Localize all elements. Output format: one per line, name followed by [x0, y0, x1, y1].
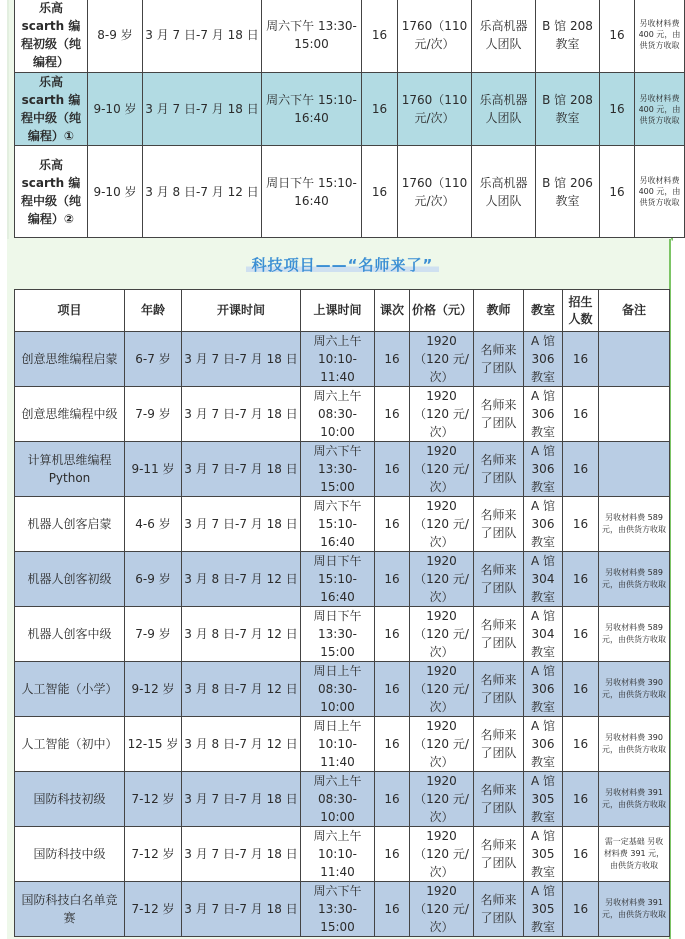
time-cell: 周六下午 13:30-15:00 [301, 882, 375, 937]
teacher-cell: 名师来了团队 [474, 442, 524, 497]
price-cell: 1760（110 元/次） [398, 146, 472, 238]
quota-cell: 16 [563, 387, 599, 442]
note-cell [599, 387, 670, 442]
table-row [15, 772, 670, 827]
quota-cell: 16 [563, 332, 599, 387]
period-cell: 3 月 8 日-7 月 12 日 [182, 552, 301, 607]
quota-cell: 16 [563, 772, 599, 827]
project-cell: 计算机思维编程 Python [15, 442, 125, 497]
section-title [0, 254, 685, 275]
sessions-cell: 16 [375, 607, 410, 662]
note-cell: 另收材料费 390 元，由供货方收取 [599, 662, 670, 717]
age-cell: 9-12 岁 [125, 662, 182, 717]
section-title-text: 科技项目——“名师来了” [246, 256, 440, 274]
room-cell: A 馆 305 教室 [524, 772, 563, 827]
note-cell: 另收材料费 391 元，由供货方收取 [599, 882, 670, 937]
header-sessions: 课次 [375, 290, 410, 332]
room-cell: A 馆 306 教室 [524, 662, 563, 717]
table-row [15, 607, 670, 662]
note-cell: 另收材料费 589 元，由供货方收取 [599, 497, 670, 552]
note-cell: 另收材料费 400 元，由供货方收取 [635, 146, 685, 238]
teacher-cell: 名师来了团队 [474, 717, 524, 772]
room-cell: A 馆 306 教室 [524, 497, 563, 552]
teacher-cell: 名师来了团队 [474, 497, 524, 552]
period-cell: 3 月 7 日-7 月 18 日 [182, 387, 301, 442]
price-cell: 1920（120 元/次） [410, 387, 474, 442]
header-teacher: 教师 [474, 290, 524, 332]
room-cell: A 馆 304 教室 [524, 552, 563, 607]
room-cell: A 馆 306 教室 [524, 442, 563, 497]
project-cell: 创意思维编程启蒙 [15, 332, 125, 387]
age-cell: 7-9 岁 [125, 607, 182, 662]
sessions-cell: 16 [362, 0, 398, 73]
period-cell: 3 月 7 日-7 月 18 日 [143, 73, 262, 146]
note-cell: 需一定基础 另收材料费 391 元，由供货方收取 [599, 827, 670, 882]
sessions-cell: 16 [375, 552, 410, 607]
age-cell: 9-10 岁 [88, 73, 143, 146]
quota-cell: 16 [600, 0, 635, 73]
time-cell: 周六下午 13:30-15:00 [262, 0, 362, 73]
period-cell: 3 月 8 日-7 月 12 日 [182, 662, 301, 717]
price-cell: 1920（120 元/次） [410, 552, 474, 607]
table-row [15, 146, 685, 238]
price-cell: 1760（110 元/次） [398, 73, 472, 146]
sessions-cell: 16 [375, 662, 410, 717]
header-age: 年龄 [125, 290, 182, 332]
time-cell: 周六上午 08:30-10:00 [301, 387, 375, 442]
age-cell: 7-9 岁 [125, 387, 182, 442]
price-cell: 1760（110 元/次） [398, 0, 472, 73]
room-cell: A 馆 306 教室 [524, 332, 563, 387]
time-cell: 周六上午 10:10-11:40 [301, 827, 375, 882]
sessions-cell: 16 [375, 442, 410, 497]
project-cell: 创意思维编程中级 [15, 387, 125, 442]
project-cell: 机器人创客中级 [15, 607, 125, 662]
note-cell: 另收材料费 390 元，由供货方收取 [599, 717, 670, 772]
table-row [15, 827, 670, 882]
table-row [15, 882, 670, 937]
table-row [15, 662, 670, 717]
note-cell [599, 442, 670, 497]
price-cell: 1920（120 元/次） [410, 497, 474, 552]
sessions-cell: 16 [375, 497, 410, 552]
time-cell: 周六上午 10:10-11:40 [301, 332, 375, 387]
teacher-cell: 名师来了团队 [474, 882, 524, 937]
table-row [15, 442, 670, 497]
period-cell: 3 月 7 日-7 月 18 日 [182, 882, 301, 937]
price-cell: 1920（120 元/次） [410, 827, 474, 882]
teacher-cell: 乐高机器人团队 [472, 73, 536, 146]
price-cell: 1920（120 元/次） [410, 772, 474, 827]
age-cell: 8-9 岁 [88, 0, 143, 73]
teacher-cell: 名师来了团队 [474, 772, 524, 827]
quota-cell: 16 [600, 73, 635, 146]
note-cell: 另收材料费 589 元，由供货方收取 [599, 607, 670, 662]
project-cell: 国防科技白名单竞赛 [15, 882, 125, 937]
age-cell: 7-12 岁 [125, 772, 182, 827]
time-cell: 周六下午 15:10-16:40 [301, 497, 375, 552]
project-cell: 乐高 scarth 编程初级（纯编程） [15, 0, 88, 73]
quota-cell: 16 [563, 717, 599, 772]
table-row [15, 717, 670, 772]
table-row [15, 552, 670, 607]
table-row [15, 0, 685, 73]
note-cell [599, 332, 670, 387]
room-cell: B 馆 206 教室 [536, 146, 600, 238]
note-cell: 另收材料费 400 元，由供货方收取 [635, 73, 685, 146]
sessions-cell: 16 [362, 73, 398, 146]
teacher-cell: 名师来了团队 [474, 552, 524, 607]
room-cell: B 馆 208 教室 [536, 0, 600, 73]
quota-cell: 16 [563, 827, 599, 882]
age-cell: 7-12 岁 [125, 882, 182, 937]
header-price: 价格（元） [410, 290, 474, 332]
quota-cell: 16 [600, 146, 635, 238]
quota-cell: 16 [563, 882, 599, 937]
time-cell: 周日下午 13:30-15:00 [301, 607, 375, 662]
age-cell: 6-9 岁 [125, 552, 182, 607]
price-cell: 1920（120 元/次） [410, 607, 474, 662]
lego-course-table [14, 0, 685, 238]
project-cell: 人工智能（小学） [15, 662, 125, 717]
teacher-cell: 名师来了团队 [474, 387, 524, 442]
age-cell: 9-11 岁 [125, 442, 182, 497]
period-cell: 3 月 7 日-7 月 18 日 [182, 772, 301, 827]
teacher-cell: 乐高机器人团队 [472, 146, 536, 238]
room-cell: A 馆 304 教室 [524, 607, 563, 662]
header-quota: 招生人数 [563, 290, 599, 332]
sessions-cell: 16 [375, 332, 410, 387]
time-cell: 周日上午 08:30-10:00 [301, 662, 375, 717]
time-cell: 周六上午 08:30-10:00 [301, 772, 375, 827]
period-cell: 3 月 7 日-7 月 18 日 [182, 497, 301, 552]
time-cell: 周日下午 15:10-16:40 [301, 552, 375, 607]
time-cell: 周日上午 10:10-11:40 [301, 717, 375, 772]
sessions-cell: 16 [375, 827, 410, 882]
sessions-cell: 16 [375, 387, 410, 442]
quota-cell: 16 [563, 662, 599, 717]
price-cell: 1920（120 元/次） [410, 882, 474, 937]
project-cell: 国防科技初级 [15, 772, 125, 827]
room-cell: B 馆 208 教室 [536, 73, 600, 146]
room-cell: A 馆 306 教室 [524, 717, 563, 772]
price-cell: 1920（120 元/次） [410, 717, 474, 772]
price-cell: 1920（120 元/次） [410, 442, 474, 497]
teacher-cell: 名师来了团队 [474, 607, 524, 662]
time-cell: 周六下午 13:30-15:00 [301, 442, 375, 497]
room-cell: A 馆 306 教室 [524, 387, 563, 442]
quota-cell: 16 [563, 552, 599, 607]
table-header-row [15, 290, 670, 332]
table-row [15, 332, 670, 387]
age-cell: 12-15 岁 [125, 717, 182, 772]
project-cell: 机器人创客启蒙 [15, 497, 125, 552]
teacher-cell: 名师来了团队 [474, 827, 524, 882]
age-cell: 7-12 岁 [125, 827, 182, 882]
sessions-cell: 16 [362, 146, 398, 238]
period-cell: 3 月 8 日-7 月 12 日 [182, 607, 301, 662]
price-cell: 1920（120 元/次） [410, 332, 474, 387]
period-cell: 3 月 7 日-7 月 18 日 [143, 0, 262, 73]
quota-cell: 16 [563, 497, 599, 552]
teacher-cell: 名师来了团队 [474, 662, 524, 717]
project-cell: 乐高 scarth 编程中级（纯编程）② [15, 146, 88, 238]
sessions-cell: 16 [375, 772, 410, 827]
table-row [15, 497, 670, 552]
age-cell: 4-6 岁 [125, 497, 182, 552]
teacher-cell: 名师来了团队 [474, 332, 524, 387]
time-cell: 周日下午 15:10-16:40 [262, 146, 362, 238]
period-cell: 3 月 8 日-7 月 12 日 [182, 717, 301, 772]
period-cell: 3 月 8 日-7 月 12 日 [143, 146, 262, 238]
table-row [15, 73, 685, 146]
price-cell: 1920（120 元/次） [410, 662, 474, 717]
table-row [15, 387, 670, 442]
room-cell: A 馆 305 教室 [524, 827, 563, 882]
header-period: 开课时间 [182, 290, 301, 332]
sessions-cell: 16 [375, 717, 410, 772]
period-cell: 3 月 7 日-7 月 18 日 [182, 332, 301, 387]
project-cell: 机器人创客初级 [15, 552, 125, 607]
header-project: 项目 [15, 290, 125, 332]
sessions-cell: 16 [375, 882, 410, 937]
age-cell: 6-7 岁 [125, 332, 182, 387]
period-cell: 3 月 7 日-7 月 18 日 [182, 827, 301, 882]
room-cell: A 馆 305 教室 [524, 882, 563, 937]
header-note: 备注 [599, 290, 670, 332]
age-cell: 9-10 岁 [88, 146, 143, 238]
note-cell: 另收材料费 391 元，由供货方收取 [599, 772, 670, 827]
project-cell: 国防科技中级 [15, 827, 125, 882]
quota-cell: 16 [563, 607, 599, 662]
project-cell: 人工智能（初中） [15, 717, 125, 772]
time-cell: 周六下午 15:10-16:40 [262, 73, 362, 146]
note-cell: 另收材料费 400 元，由供货方收取 [635, 0, 685, 73]
quota-cell: 16 [563, 442, 599, 497]
period-cell: 3 月 7 日-7 月 18 日 [182, 442, 301, 497]
teacher-cell: 乐高机器人团队 [472, 0, 536, 73]
tech-course-table [14, 289, 670, 937]
header-time: 上课时间 [301, 290, 375, 332]
project-cell: 乐高 scarth 编程中级（纯编程）① [15, 73, 88, 146]
header-room: 教室 [524, 290, 563, 332]
note-cell: 另收材料费 589 元，由供货方收取 [599, 552, 670, 607]
